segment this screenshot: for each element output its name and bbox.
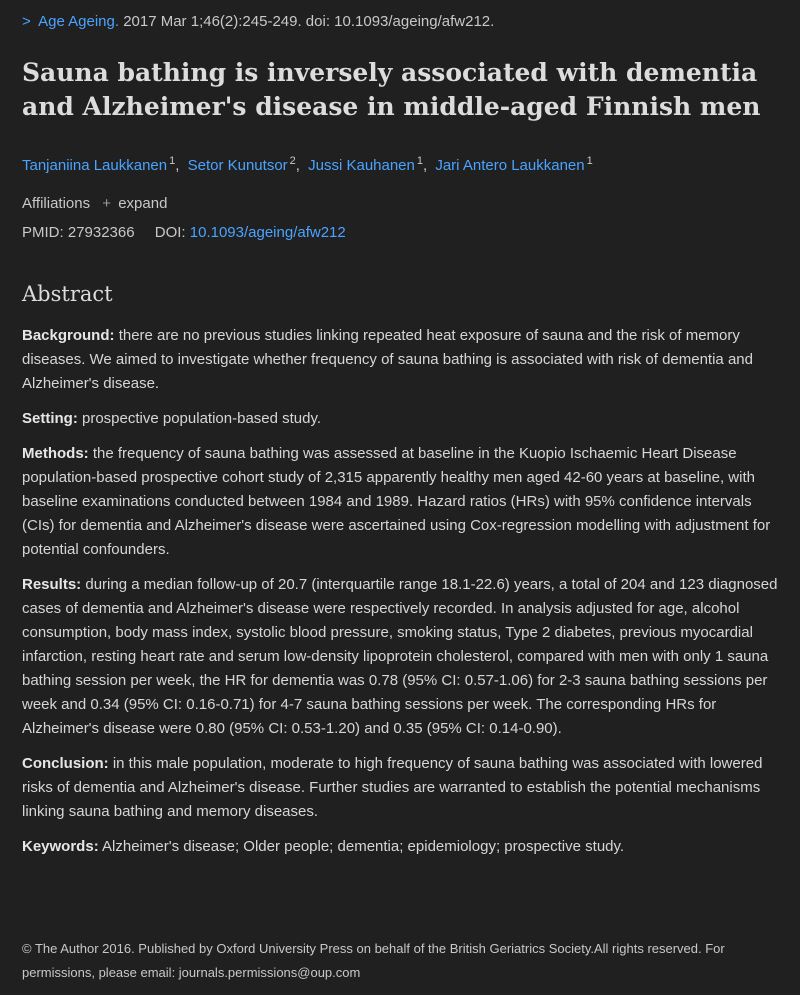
section-label: Keywords: (22, 838, 99, 855)
copyright-notice: © The Author 2016. Published by Oxford University Press on behalf of the British Geriatrics Society.All rights reserved. For permissions, please email: journals.permissions@oup.com (22, 941, 725, 980)
doi-link[interactable]: 10.1093/ageing/afw212 (189, 224, 346, 241)
doi-label: DOI: (154, 224, 186, 241)
abstract-results (22, 573, 788, 741)
abstract-conclusion (22, 752, 788, 824)
expand-label: expand (118, 195, 168, 212)
author-link[interactable]: Jussi Kauhanen $^1$ (308, 155, 423, 174)
section-label: Results: (22, 576, 82, 593)
journal-link[interactable]: Age Ageing. (38, 13, 120, 30)
abstract-background (22, 324, 788, 396)
author-link[interactable]: Tanjaniina Laukkanen $^1$ (22, 155, 176, 174)
affiliation-marker[interactable]: 1 (416, 155, 423, 167)
author-separator: , (175, 157, 180, 174)
author-link[interactable]: Jari Antero Laukkanen $^1$ (435, 155, 593, 174)
identifiers (22, 224, 346, 241)
affiliations-toggle[interactable] (22, 195, 167, 212)
section-text: the frequency of sauna bathing was assessed at baseline in the Kuopio Ischaemic Heart Disease population-based prospective cohort study of 2,315 apparently healthy men aged 42-60 years at baseline, with baseline examinations conducted between 1984 and 1989. Hazard ratios (HRs) with 95% confidence intervals (CIs) for dementia and Alzheimer's disease were ascertained using Cox-regression modelling with adjustment for potential confounders. (22, 445, 771, 558)
section-label: Background: (22, 327, 115, 344)
affiliations-label: Affiliations (22, 195, 91, 212)
section-text: prospective population-based study. (82, 410, 322, 427)
author-separator: , (295, 157, 300, 174)
citation-line (22, 13, 494, 30)
author-separator: , (423, 157, 428, 174)
affiliation-marker[interactable]: 1 (586, 155, 593, 167)
abstract-keywords (22, 835, 788, 859)
section-text: during a median follow-up of 20.7 (interquartile range 18.1-22.6) years, a total of 204 and 123 diagnosed cases of dementia and Alzheimer's disease were respectively recorded. In analysis adjusted for age, alcohol consumption, body mass index, systolic blood pressure, smoking status, Type 2 diabetes, previous myocardial infarction, resting heart rate and serum low-density lipoprotein cholesterol, compared with men with only 1 sauna bathing session per week, the HR for dementia was 0.78 (95% CI: 0.57-1.06) for 2-3 sauna bathing sessions per week and 0.34 (95% CI: 0.16-0.71) for 4-7 sauna bathing sessions per week. The corresponding HRs for Alzheimer's disease were 0.80 (95% CI: 0.53-1.20) and 0.35 (95% CI: 0.14-0.90). (22, 576, 778, 737)
section-label: Methods: (22, 445, 89, 462)
plus-icon: + (102, 195, 112, 212)
affiliation-marker[interactable]: 2 (289, 155, 296, 167)
pmid: PMID: 27932366 (22, 224, 135, 241)
section-text: there are no previous studies linking repeated heat exposure of sauna and the risk of memory diseases. We aimed to investigate whether frequency of sauna bathing is associated with risk of dementia and Alzheimer's disease. (22, 327, 753, 392)
section-label: Setting: (22, 410, 78, 427)
affiliation-marker[interactable]: 1 (169, 155, 176, 167)
citation-details: 2017 Mar 1;46(2):245-249. doi: 10.1093/ageing/afw212. (123, 13, 495, 30)
author-link[interactable]: Setor Kunutsor $^2$ (187, 155, 296, 174)
abstract-heading: Abstract (22, 282, 113, 306)
abstract-setting (22, 407, 788, 431)
author-list (22, 155, 593, 174)
section-text: Alzheimer's disease; Older people; dementia; epidemiology; prospective study. (102, 838, 625, 855)
section-label: Conclusion: (22, 755, 109, 772)
abstract-body (22, 324, 788, 870)
section-text: in this male population, moderate to high frequency of sauna bathing was associated with lowered risks of dementia and Alzheimer's disease. Further studies are warranted to establish the potential mechanisms linking sauna bathing and memory diseases. (22, 755, 763, 820)
chevron-right-icon[interactable]: > (22, 13, 31, 30)
article-title: Sauna bathing is inversely associated with dementia and Alzheimer's disease in middle-aged Finnish men (22, 58, 761, 121)
abstract-methods (22, 442, 788, 562)
